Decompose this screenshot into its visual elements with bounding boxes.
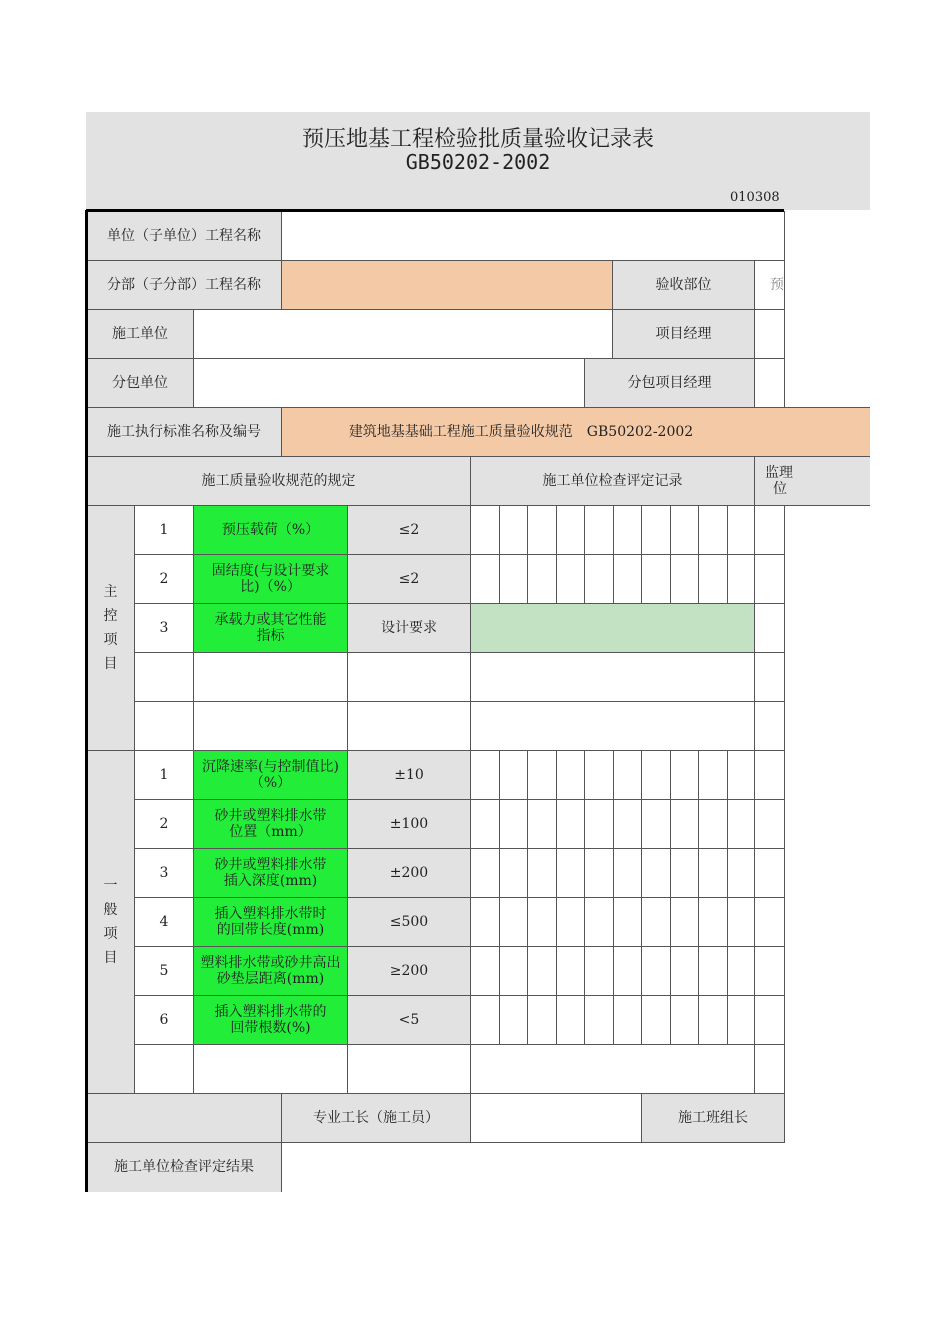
sub-project-label: 分部（子分部）工程名称: [86, 260, 282, 310]
project-manager-label: 项目经理: [612, 309, 755, 359]
record-cell[interactable]: [470, 750, 500, 800]
main-control-char-4: 目: [103, 656, 118, 673]
record-cell[interactable]: [556, 848, 586, 898]
general-item-4-no: 4: [134, 897, 194, 947]
record-cell[interactable]: [499, 848, 529, 898]
supervisor-cell[interactable]: [754, 799, 785, 849]
record-cell[interactable]: [584, 505, 614, 555]
supervisor-header-line1: 监理: [765, 464, 793, 481]
supervisor-cell[interactable]: [754, 946, 785, 996]
record-cell[interactable]: [641, 750, 671, 800]
main-item-3-value: 设计要求: [347, 603, 471, 653]
main-item-2-no: 2: [134, 554, 194, 604]
record-cell[interactable]: [613, 995, 643, 1045]
record-cell[interactable]: [613, 554, 643, 604]
record-cell[interactable]: [527, 750, 557, 800]
record-cell[interactable]: [641, 897, 671, 947]
record-cell[interactable]: [584, 995, 614, 1045]
record-cell[interactable]: [527, 848, 557, 898]
record-cell[interactable]: [727, 848, 757, 898]
result-input[interactable]: [281, 1142, 785, 1192]
record-cell[interactable]: [527, 799, 557, 849]
record-cell[interactable]: [527, 897, 557, 947]
record-cell[interactable]: [641, 799, 671, 849]
foreman-input[interactable]: [470, 1093, 642, 1143]
record-cell[interactable]: [584, 897, 614, 947]
supervisor-cell[interactable]: [754, 554, 785, 604]
general-empty-row-supervisor[interactable]: [754, 1044, 785, 1094]
main-empty-row-1-value[interactable]: [347, 652, 471, 702]
record-cell[interactable]: [641, 554, 671, 604]
table-top-border: [86, 209, 784, 212]
record-cell[interactable]: [556, 554, 586, 604]
record-cell[interactable]: [727, 750, 757, 800]
main-item-1-name: 预压载荷（%）: [193, 505, 348, 555]
team-leader-label: 施工班组长: [641, 1093, 785, 1143]
main-control-char-1: 主: [103, 583, 118, 600]
unit-project-label: 单位（子单位）工程名称: [86, 211, 282, 261]
record-cell[interactable]: [470, 946, 500, 996]
record-cell[interactable]: [470, 848, 500, 898]
standard-label: 施工执行标准名称及编号: [86, 407, 282, 457]
record-cell[interactable]: [670, 995, 700, 1045]
general-item-2-value: ±100: [347, 799, 471, 849]
general-item-4-name: 插入塑料排水带时的回带长度(mm): [193, 897, 348, 947]
main-item-1-value: ≤2: [347, 505, 471, 555]
record-cell[interactable]: [670, 750, 700, 800]
supervisor-cell[interactable]: [754, 505, 785, 555]
record-cell[interactable]: [670, 946, 700, 996]
record-cell[interactable]: [670, 505, 700, 555]
general-empty-row-no[interactable]: [134, 1044, 194, 1094]
record-cell[interactable]: [556, 799, 586, 849]
record-cell[interactable]: [698, 505, 728, 555]
record-cell[interactable]: [499, 554, 529, 604]
sub-project-manager-input[interactable]: [754, 358, 785, 408]
general-empty-row-record[interactable]: [470, 1044, 755, 1094]
main-empty-row-1-name[interactable]: [193, 652, 348, 702]
record-cell[interactable]: [670, 897, 700, 947]
acceptance-part-input[interactable]: [754, 260, 785, 310]
unit-project-input[interactable]: [281, 211, 785, 261]
supervisor-header: [754, 456, 870, 506]
general-empty-row-name[interactable]: [193, 1044, 348, 1094]
contractor-label: 施工单位: [86, 309, 194, 359]
record-cell[interactable]: [727, 799, 757, 849]
general-char-4: 目: [103, 950, 118, 967]
record-cell[interactable]: [698, 750, 728, 800]
main-empty-row-1-record[interactable]: [470, 652, 755, 702]
record-cell[interactable]: [670, 799, 700, 849]
record-cell[interactable]: [670, 848, 700, 898]
main-empty-row-2-name[interactable]: [193, 701, 348, 751]
main-empty-row-1-supervisor[interactable]: [754, 652, 785, 702]
record-cell[interactable]: [470, 995, 500, 1045]
main-control-char-3: 项: [103, 632, 118, 648]
record-cell[interactable]: [584, 848, 614, 898]
supervisor-cell[interactable]: [754, 995, 785, 1045]
spec-header: 施工质量验收规范的规定: [86, 456, 471, 506]
subcontractor-input[interactable]: [193, 358, 585, 408]
record-cell[interactable]: [499, 799, 529, 849]
record-cell[interactable]: [499, 897, 529, 947]
table-left-border: [85, 210, 88, 1192]
main-empty-row-2-value[interactable]: [347, 701, 471, 751]
record-cell[interactable]: [584, 946, 614, 996]
record-cell[interactable]: [698, 995, 728, 1045]
general-item-4-value: ≤500: [347, 897, 471, 947]
general-empty-row-value[interactable]: [347, 1044, 471, 1094]
form-title: 预压地基工程检验批质量验收记录表: [301, 127, 654, 152]
foreman-label: 专业工长（施工员）: [281, 1093, 471, 1143]
record-cell[interactable]: [727, 897, 757, 947]
record-cell[interactable]: [556, 750, 586, 800]
main-empty-row-2-no[interactable]: [134, 701, 194, 751]
general-item-6-value: <5: [347, 995, 471, 1045]
main-empty-row-2-supervisor[interactable]: [754, 701, 785, 751]
general-item-3-name: 砂井或塑料排水带插入深度(mm): [193, 848, 348, 898]
supervisor-header-line2: 位: [773, 481, 787, 497]
record-cell[interactable]: [556, 946, 586, 996]
main-control-char-2: 控: [103, 607, 118, 624]
form-number: 010308: [730, 190, 780, 205]
acceptance-part-label: 验收部位: [612, 260, 755, 310]
record-cell[interactable]: [613, 897, 643, 947]
record-cell[interactable]: [470, 554, 500, 604]
record-cell[interactable]: [641, 505, 671, 555]
result-label: 施工单位检查评定结果: [86, 1142, 282, 1192]
record-cell[interactable]: [527, 995, 557, 1045]
supervisor-cell[interactable]: [754, 897, 785, 947]
main-empty-row-1-no[interactable]: [134, 652, 194, 702]
record-cell[interactable]: [727, 995, 757, 1045]
record-cell[interactable]: [527, 946, 557, 996]
record-cell[interactable]: [641, 995, 671, 1045]
general-item-1-no: 1: [134, 750, 194, 800]
general-item-6-no: 6: [134, 995, 194, 1045]
record-cell[interactable]: [527, 554, 557, 604]
sub-project-manager-label: 分包项目经理: [584, 358, 755, 408]
sub-project-input[interactable]: [281, 260, 613, 310]
general-item-5-value: ≥200: [347, 946, 471, 996]
form-standard-code: GB50202-2002: [405, 150, 551, 174]
record-cell[interactable]: [698, 799, 728, 849]
acceptance-part-value: 预: [770, 276, 784, 293]
main-item-3-no: 3: [134, 603, 194, 653]
record-cell[interactable]: [698, 554, 728, 604]
record-cell[interactable]: [499, 995, 529, 1045]
general-item-6-name: 插入塑料排水带的回带根数(%): [193, 995, 348, 1045]
record-cell[interactable]: [698, 946, 728, 996]
record-cell[interactable]: [670, 554, 700, 604]
record-cell[interactable]: [727, 505, 757, 555]
subcontractor-label: 分包单位: [86, 358, 194, 408]
record-cell[interactable]: [613, 750, 643, 800]
record-cell[interactable]: [556, 995, 586, 1045]
main-item-3-name: 承载力或其它性能指标: [193, 603, 348, 653]
record-cell[interactable]: [499, 750, 529, 800]
general-item-3-no: 3: [134, 848, 194, 898]
record-cell[interactable]: [698, 848, 728, 898]
record-cell[interactable]: [727, 554, 757, 604]
contractor-record-header: 施工单位检查评定记录: [470, 456, 755, 506]
standard-value: 建筑地基基础工程施工质量验收规范 GB50202-2002: [281, 407, 870, 457]
general-item-2-no: 2: [134, 799, 194, 849]
record-cell[interactable]: [584, 750, 614, 800]
general-char-3: 项: [103, 926, 118, 942]
record-cell[interactable]: [698, 897, 728, 947]
record-cell[interactable]: [556, 897, 586, 947]
main-item-3-supervisor[interactable]: [754, 603, 785, 653]
general-item-2-name: 砂井或塑料排水带位置（mm）: [193, 799, 348, 849]
project-manager-input[interactable]: [754, 309, 785, 359]
supervisor-cell[interactable]: [754, 848, 785, 898]
record-cell[interactable]: [556, 505, 586, 555]
record-cell[interactable]: [499, 505, 529, 555]
general-char-2: 般: [103, 901, 118, 918]
record-cell[interactable]: [613, 946, 643, 996]
record-cell[interactable]: [613, 848, 643, 898]
main-item-2-value: ≤2: [347, 554, 471, 604]
main-empty-row-2-record[interactable]: [470, 701, 755, 751]
general-item-1-name: 沉降速率(与控制值比)（%）: [193, 750, 348, 800]
record-cell[interactable]: [613, 505, 643, 555]
record-cell[interactable]: [527, 505, 557, 555]
record-cell[interactable]: [470, 897, 500, 947]
main-item-2-name: 固结度(与设计要求比)（%）: [193, 554, 348, 604]
record-cell[interactable]: [499, 946, 529, 996]
record-cell[interactable]: [641, 946, 671, 996]
general-item-3-value: ±200: [347, 848, 471, 898]
general-item-5-no: 5: [134, 946, 194, 996]
record-cell[interactable]: [470, 799, 500, 849]
main-item-3-record[interactable]: [470, 603, 755, 653]
main-control-label: [86, 505, 135, 751]
record-cell[interactable]: [470, 505, 500, 555]
general-char-1: 一: [103, 877, 118, 894]
record-cell[interactable]: [727, 946, 757, 996]
general-label: [86, 750, 135, 1094]
record-cell[interactable]: [584, 554, 614, 604]
main-item-1-no: 1: [134, 505, 194, 555]
record-cell[interactable]: [584, 799, 614, 849]
record-cell[interactable]: [641, 848, 671, 898]
supervisor-cell[interactable]: [754, 750, 785, 800]
general-item-1-value: ±10: [347, 750, 471, 800]
contractor-input[interactable]: [193, 309, 613, 359]
record-cell[interactable]: [613, 799, 643, 849]
footer-blank-label: [86, 1093, 282, 1143]
general-item-5-name: 塑料排水带或砂井高出砂垫层距离(mm): [193, 946, 348, 996]
